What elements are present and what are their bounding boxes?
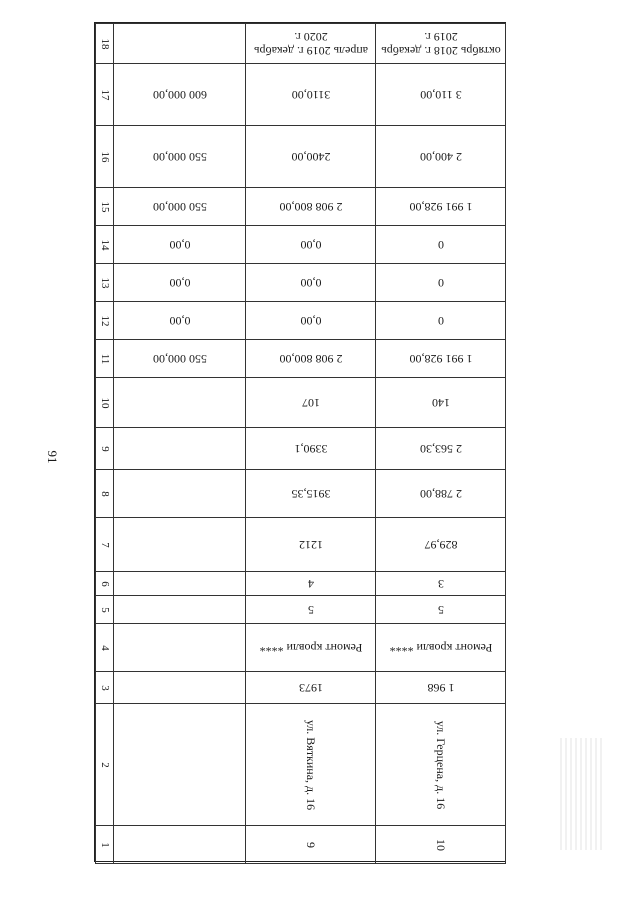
table-cell: [246, 64, 376, 126]
table-cell: [114, 64, 246, 126]
table-row: [96, 624, 506, 672]
cell-value: 550 000,00: [152, 351, 207, 366]
table-cell: [114, 596, 246, 624]
cell-value: 1 991 928,00: [409, 199, 472, 214]
table-cell: [246, 704, 376, 826]
table-cell: [114, 704, 246, 826]
table-cell: [114, 470, 246, 518]
table-row: [96, 264, 506, 302]
table-cell: [376, 572, 506, 596]
column-number: 12: [98, 315, 111, 326]
table-row: [96, 470, 506, 518]
cell-value: апрель 2019 г. декабрь 2020 г.: [253, 29, 368, 58]
column-number: 15: [98, 201, 111, 212]
cell-value: 550 000,00: [152, 149, 207, 164]
table-row: [96, 126, 506, 188]
column-number: 16: [98, 151, 111, 162]
column-number: 4: [98, 644, 111, 651]
column-number: 10: [98, 397, 111, 408]
table-cell: [114, 624, 246, 672]
cell-value: 3110,00: [291, 87, 330, 102]
table-cell: [246, 226, 376, 264]
cell-value: 0,00: [169, 237, 190, 252]
table-cell: [376, 302, 506, 340]
column-number-cell: [96, 24, 114, 64]
cell-value: 0: [437, 275, 444, 290]
cell-value: 1 991 928,00: [409, 351, 472, 366]
column-number: 8: [98, 490, 111, 497]
column-number-cell: [96, 340, 114, 378]
table-cell: [114, 672, 246, 704]
table-row: [96, 572, 506, 596]
column-number-cell: [96, 596, 114, 624]
column-number-cell: [96, 428, 114, 470]
column-number: 13: [98, 277, 111, 288]
table-cell: [376, 264, 506, 302]
table-cell: [376, 340, 506, 378]
cell-value: ул. Вяткина, д. 16: [303, 719, 318, 810]
cell-value: 1212: [298, 537, 323, 552]
column-number-cell: [96, 672, 114, 704]
table-cell: [246, 340, 376, 378]
table-cell: [114, 572, 246, 596]
cell-value: 3915,35: [291, 486, 330, 501]
table-row: [96, 64, 506, 126]
cell-value: 2400,00: [291, 149, 330, 164]
column-number: 14: [98, 239, 111, 250]
cell-value: Ремонт кровли ****: [389, 640, 492, 655]
column-number-cell: [96, 302, 114, 340]
table-cell: [246, 126, 376, 188]
cell-value: 2 400,00: [419, 149, 462, 164]
table-cell: [376, 672, 506, 704]
cell-value: ул. Герцена, д. 16: [433, 720, 448, 809]
table-cell: [114, 428, 246, 470]
table-cell: [246, 264, 376, 302]
document-table: [95, 23, 506, 864]
table-cell: [246, 378, 376, 428]
table-row: [96, 518, 506, 572]
cell-value: 3390,1: [294, 441, 327, 456]
column-number: 6: [98, 580, 111, 587]
document-table-frame: [94, 22, 506, 862]
table-cell: [246, 826, 376, 864]
column-number-cell: [96, 704, 114, 826]
cell-value: 2 908 800,00: [279, 199, 342, 214]
cell-value: 3: [437, 576, 444, 591]
table-cell: [114, 264, 246, 302]
column-number-cell: [96, 826, 114, 864]
table-cell: [246, 518, 376, 572]
column-number: 3: [98, 684, 111, 691]
table-cell: [376, 596, 506, 624]
column-number: 18: [98, 38, 111, 49]
column-number-cell: [96, 518, 114, 572]
column-number-cell: [96, 470, 114, 518]
cell-value: 2 908 800,00: [279, 351, 342, 366]
cell-value: 5: [307, 602, 314, 617]
cell-value: 0,00: [300, 313, 321, 328]
cell-value: 1 968: [427, 680, 454, 695]
cell-value: Ремонт кровли ****: [259, 640, 362, 655]
table-cell: [246, 188, 376, 226]
table-row: [96, 378, 506, 428]
cell-value: 4: [307, 576, 314, 591]
table-cell: [376, 428, 506, 470]
table-cell: [114, 302, 246, 340]
table-cell: [376, 378, 506, 428]
table-cell: [376, 624, 506, 672]
cell-value: 600 000,00: [152, 87, 207, 102]
cell-value: октябрь 2018 г. декабрь 2019 г.: [380, 29, 501, 58]
column-number: 5: [98, 606, 111, 613]
cell-value: 9: [303, 841, 318, 848]
cell-value: 1973: [298, 680, 323, 695]
table-cell: [246, 572, 376, 596]
column-number-cell: [96, 264, 114, 302]
cell-value: 3 110,00: [419, 87, 462, 102]
column-number-cell: [96, 226, 114, 264]
table-row: [96, 302, 506, 340]
cell-value: 2 788,00: [419, 486, 462, 501]
table-cell: [114, 226, 246, 264]
cell-value: 10: [433, 838, 448, 851]
table-cell: [376, 188, 506, 226]
table-cell: [376, 826, 506, 864]
table-cell: [246, 428, 376, 470]
column-number: 1: [98, 841, 111, 848]
cell-value: 5: [437, 602, 444, 617]
cell-value: 140: [431, 395, 450, 410]
cell-value: 0,00: [300, 237, 321, 252]
table-cell: [246, 596, 376, 624]
table-cell: [376, 470, 506, 518]
table-cell: [376, 518, 506, 572]
table-row: [96, 704, 506, 826]
table-cell: [114, 826, 246, 864]
table-cell: [376, 24, 506, 64]
table-cell: [246, 302, 376, 340]
table-row: [96, 24, 506, 64]
table-cell: [246, 672, 376, 704]
column-number-cell: [96, 378, 114, 428]
table-row: [96, 340, 506, 378]
column-number: 2: [98, 761, 111, 768]
table-row: [96, 672, 506, 704]
faded-stamp-mark: [560, 738, 604, 850]
column-number-cell: [96, 188, 114, 226]
table-cell: [376, 126, 506, 188]
column-number-cell: [96, 64, 114, 126]
column-number-cell: [96, 572, 114, 596]
table-row: [96, 826, 506, 864]
cell-value: 0,00: [300, 275, 321, 290]
table-cell: [114, 518, 246, 572]
table-row: [96, 188, 506, 226]
table-cell: [246, 624, 376, 672]
cell-value: 0: [437, 237, 444, 252]
column-number: 11: [98, 353, 111, 364]
table-cell: [376, 704, 506, 826]
cell-value: 550 000,00: [152, 199, 207, 214]
table-cell: [114, 378, 246, 428]
cell-value: 829,97: [424, 537, 457, 552]
column-number-cell: [96, 126, 114, 188]
cell-value: 0: [437, 313, 444, 328]
column-number: 17: [98, 89, 111, 100]
table-row: [96, 596, 506, 624]
table-cell: [114, 126, 246, 188]
table-cell: [376, 226, 506, 264]
table-cell: [114, 340, 246, 378]
table-cell: [114, 188, 246, 226]
cell-value: 2 563,30: [419, 441, 462, 456]
table-cell: [246, 470, 376, 518]
cell-value: 107: [301, 395, 320, 410]
table-row: [96, 428, 506, 470]
column-number: 7: [98, 541, 111, 548]
page-number: 91: [45, 450, 60, 464]
table-cell: [376, 64, 506, 126]
table-row: [96, 226, 506, 264]
cell-value: 0,00: [169, 275, 190, 290]
column-number: 9: [98, 445, 111, 452]
cell-value: 0,00: [169, 313, 190, 328]
table-cell: [114, 24, 246, 64]
table-cell: [246, 24, 376, 64]
column-number-cell: [96, 624, 114, 672]
